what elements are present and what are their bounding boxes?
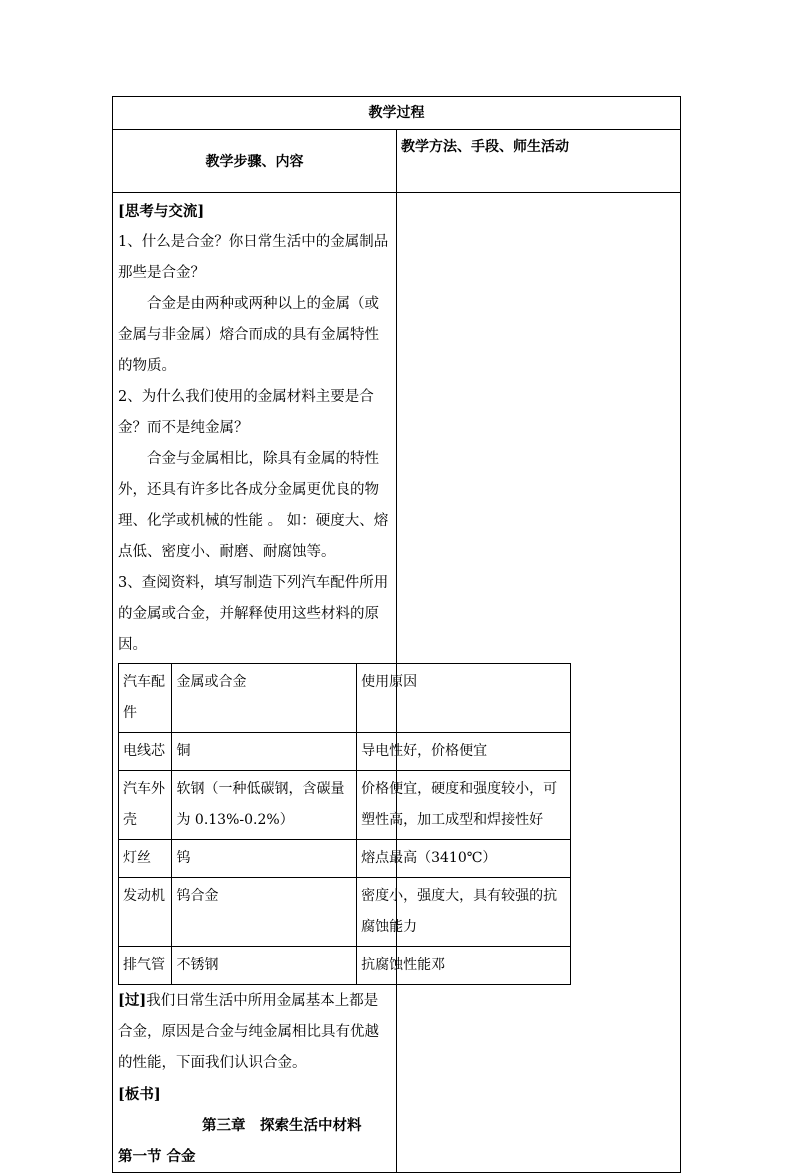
steps-header: 教学步骤、内容 [113,130,397,193]
steps-content [113,193,558,1173]
material-cell: 铜 [172,733,357,771]
teaching-process-table [112,96,681,1173]
board-section: 第一节 合金 [118,1148,196,1165]
material-cell: 钨合金 [172,878,357,947]
part-cell: 电线芯 [119,733,172,771]
table-row [119,771,571,840]
question-1: 1、什么是合金？你日常生活中的金属制品那些是合金？ [118,234,389,281]
header-cell-reason: 使用原因 [357,664,571,733]
reason-cell: 抗腐蚀性能邓 [357,947,571,985]
material-cell: 不锈钢 [172,947,357,985]
header-cell-part: 汽车配件 [119,664,172,733]
part-cell: 汽车外壳 [119,771,172,840]
question-2: 2、为什么我们使用的金属材料主要是合金？而不是纯金属？ [118,389,374,436]
part-cell: 发动机 [119,878,172,947]
answer-1: 合金是由两种或两种以上的金属（或金属与非金属）熔合而成的具有金属特性的物质。 [118,296,379,374]
header-cell-material: 金属或合金 [172,664,357,733]
board-chapter: 第三章 探索生活中材料 [202,1117,362,1134]
reason-cell: 导电性好，价格便宜 [357,733,571,771]
methods-content [397,193,681,1173]
reason-cell: 价格便宜，硬度和强度较小，可塑性高，加工成型和焊接性好 [357,771,571,840]
lesson-plan-page [112,96,681,1173]
transition-tag: [过] [118,992,147,1009]
table-title: 教学过程 [113,97,681,130]
material-cell: 软钢（一种低碳钢，含碳量为 0.13%-0.2%） [172,771,357,840]
reason-cell: 熔点最高（3410℃） [357,840,571,878]
section-title: [思考与交流] [118,203,205,220]
reason-cell: 密度小，强度大，具有较强的抗腐蚀能力 [357,878,571,947]
transition-text: 我们日常生活中所用金属基本上都是合金，原因是合金与纯金属相比具有优越的性能，下面我们认识合金。 [118,993,379,1071]
board-tag: [板书] [118,1086,161,1103]
part-cell: 排气管 [119,947,172,985]
transition-paragraph [118,985,391,1079]
part-cell: 灯丝 [119,840,172,878]
question-3: 3、查阅资料，填写制造下列汽车配件所用的金属或合金，并解释使用这些材料的原因。 [118,575,389,653]
answer-2: 合金与金属相比，除具有金属的特性外，还具有许多比各成分金属更优良的物理、化学或机械的性能 。 如：硬度大、熔点低、密度小、耐磨、耐腐蚀等。 [118,451,389,560]
material-cell: 钨 [172,840,357,878]
methods-header: 教学方法、手段、师生活动 [397,130,681,193]
board-line [118,1079,391,1141]
